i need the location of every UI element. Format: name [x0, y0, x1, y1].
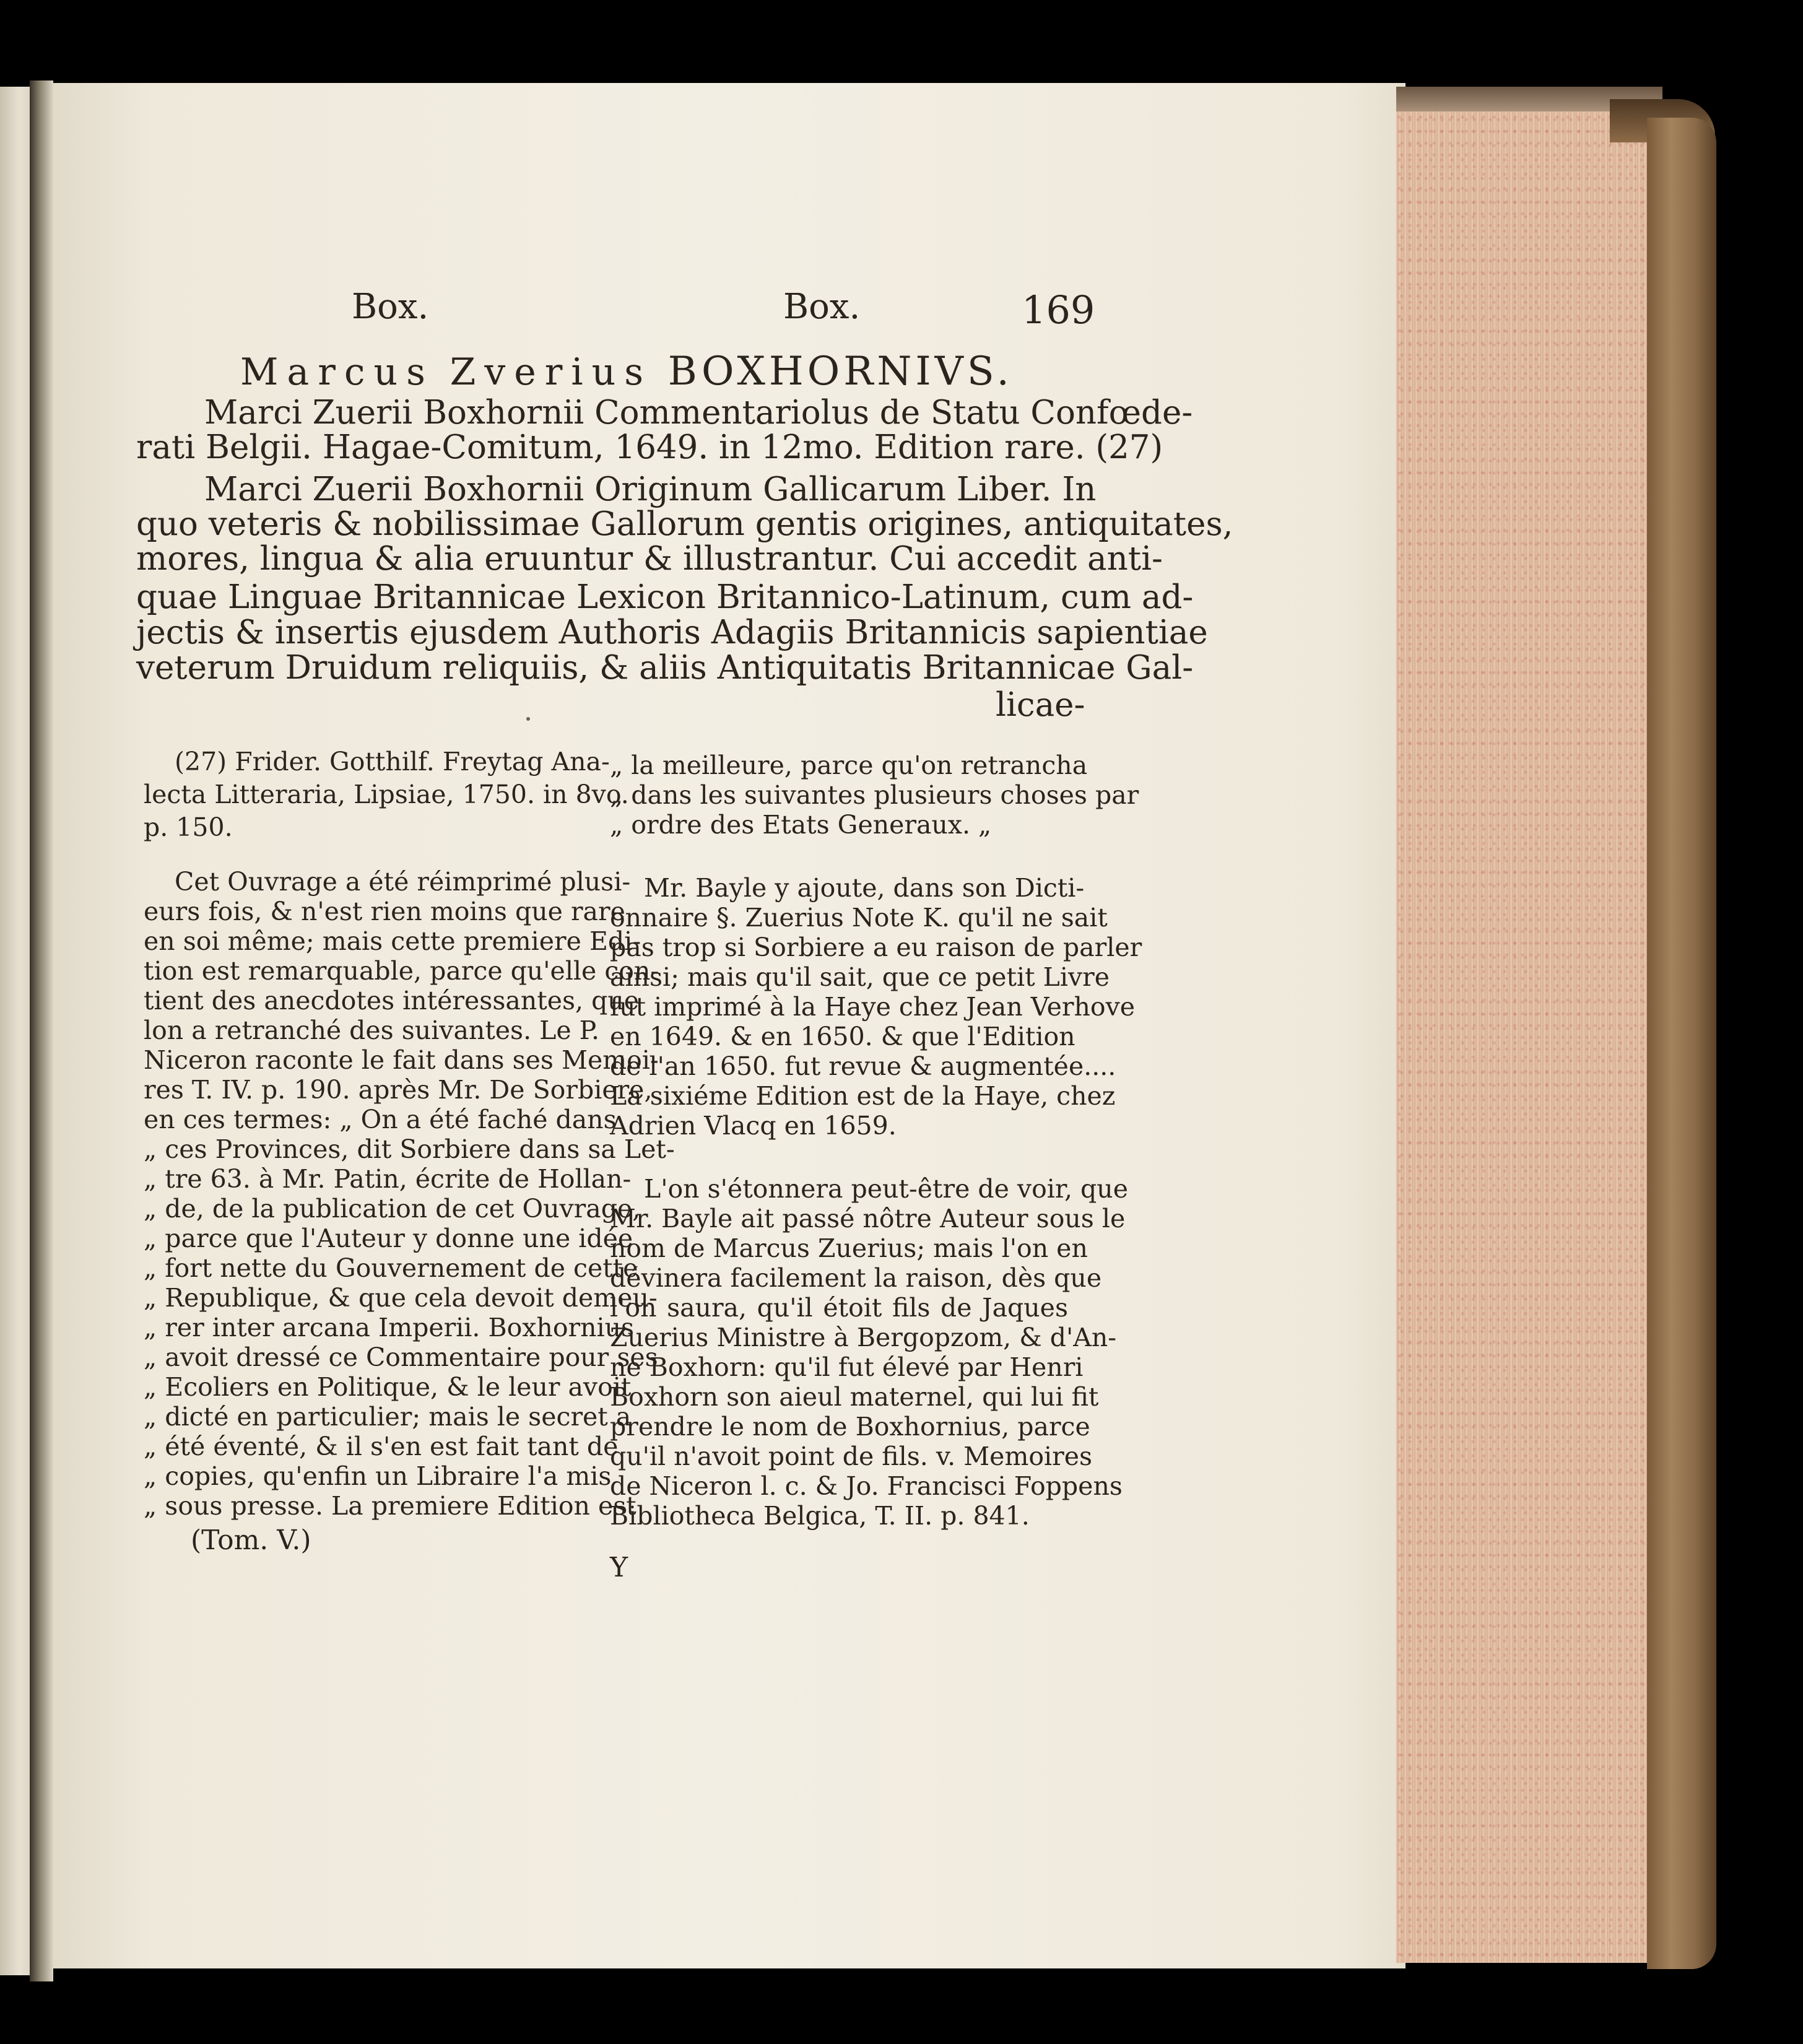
footnote-line: (27) Frider. Gotthilf. Freytag Ana- — [175, 747, 610, 776]
quote-line: „ avoit dressé ce Commentaire pour ses — [144, 1345, 577, 1370]
body-line: quo veteris & nobilissimae Gallorum gentis origines, antiquitates, — [136, 505, 1233, 543]
paragraph-line: Boxhorn son aieul maternel, qui lui fit — [610, 1382, 1099, 1412]
quote-line: „ parce que l'Auteur y donne une idée — [144, 1226, 577, 1251]
body-line: veterum Druidum reliquiis, & aliis Antiquitatis Britannicae Gal- — [136, 649, 1194, 687]
paragraph-line: La sixiéme Edition est de la Haye, chez — [610, 1081, 1116, 1111]
quote-line: „ la meilleure, parce qu'on retrancha — [610, 753, 1068, 778]
paragraph-line: qu'il n'avoit point de fils. v. Memoires — [610, 1442, 1093, 1471]
body-line: Marci Zuerii Boxhornii Commentariolus de Statu Confœde- — [204, 394, 1193, 432]
running-head-center: Box. — [783, 287, 861, 327]
page-fore-edge — [1396, 111, 1662, 1963]
quote-line: „ de, de la publication de cet Ouvrage, — [144, 1196, 577, 1222]
quote-line: „ été éventé, & il s'en est fait tant de — [144, 1434, 577, 1459]
paragraph-line: tient des anecdotes intéressantes, que — [144, 986, 639, 1015]
quote-line: „ copies, qu'enfin un Libraire l'a mis — [144, 1464, 577, 1489]
quote-line: „ tre 63. à Mr. Patin, écrite de Hollan- — [144, 1167, 577, 1192]
paragraph-line: onnaire §. Zuerius Note K. qu'il ne sait — [610, 903, 1108, 933]
signature-mark-left: (Tom. V.) — [191, 1524, 311, 1556]
paragraph-line: Adrien Vlacq en 1659. — [610, 1111, 897, 1141]
signature-mark-right: Y — [610, 1552, 628, 1583]
body-line: licae- — [996, 686, 1085, 724]
paragraph-line: Mr. Bayle y ajoute, dans son Dicti- — [644, 873, 1085, 903]
paragraph-line: nom de Marcus Zuerius; mais l'on en — [610, 1233, 1088, 1263]
page-number: 169 — [1022, 287, 1095, 333]
paragraph-line: Mr. Bayle ait passé nôtre Auteur sous le — [610, 1204, 1126, 1233]
paragraph-line: L'on s'étonnera peut-être de voir, que — [644, 1174, 1128, 1204]
quote-line: „ dans les suivantes plusieurs choses par — [610, 783, 1068, 808]
quote-line: „ Ecoliers en Politique, & le leur avoit — [144, 1375, 577, 1400]
paragraph-line: en soi même; mais cette premiere Edi- — [144, 926, 641, 956]
quote-line: „ sous presse. La premiere Edition est — [144, 1494, 577, 1519]
paragraph-line: Zuerius Ministre à Bergopzom, & d'An- — [610, 1323, 1117, 1352]
paragraph-line: ne Boxhorn: qu'il fut élevé par Henri — [610, 1352, 1084, 1382]
footnote-line: p. 150. — [144, 812, 233, 842]
quote-line: „ rer inter arcana Imperii. Boxhornius — [144, 1315, 577, 1341]
title-marcus: Marcus — [240, 350, 434, 394]
quote-line: „ ordre des Etats Generaux. „ — [610, 812, 1068, 838]
paragraph-line: ainsi; mais qu'il sait, que ce petit Livre — [610, 962, 1110, 992]
quote-line: „ dicté en particulier; mais le secret a — [144, 1404, 577, 1430]
body-line: jectis & insertis ejusdem Authoris Adagiis Britannicis sapientiae — [136, 614, 1208, 651]
body-line: Marci Zuerii Boxhornii Originum Gallicarum Liber. In — [204, 471, 1097, 508]
paragraph-line: eurs fois, & n'est rien moins que rare — [144, 897, 625, 926]
paragraph-line: Bibliotheca Belgica, T. II. p. 841. — [610, 1501, 1030, 1531]
quote-line: „ fort nette du Gouvernement de cette — [144, 1256, 577, 1281]
paragraph-line: en 1649. & en 1650. & que l'Edition — [610, 1022, 1075, 1051]
body-line: quae Linguae Britannicae Lexicon Britannico-Latinum, cum ad- — [136, 578, 1194, 616]
running-head-left: Box. — [352, 287, 429, 327]
paragraph-line: lon a retranché des suivantes. Le P. — [144, 1015, 599, 1045]
ink-dot — [526, 717, 530, 721]
paragraph-line: pas trop si Sorbiere a eu raison de parler — [610, 933, 1142, 962]
footnote-line: lecta Litteraria, Lipsiae, 1750. in 8vo. — [144, 780, 629, 809]
paragraph-line: de Niceron l. c. & Jo. Francisci Foppens — [610, 1471, 1123, 1501]
quote-line: „ ces Provinces, dit Sorbiere dans sa Let- — [144, 1137, 577, 1162]
paragraph-line: de l'an 1650. fut revue & augmentée.... — [610, 1051, 1116, 1081]
title-zverius: Zverius — [450, 350, 653, 394]
leather-cover — [1647, 118, 1716, 1969]
quote-line: „ Republique, & que cela devoit demeu- — [144, 1285, 577, 1311]
paragraph-line: res T. IV. p. 190. après Mr. De Sorbiere, — [144, 1075, 653, 1105]
body-line: mores, lingua & alia eruuntur & illustrantur. Cui accedit anti- — [136, 540, 1163, 578]
paragraph-line: Cet Ouvrage a été réimprimé plusi- — [175, 867, 631, 897]
body-line: rati Belgii. Hagae-Comitum, 1649. in 12mo. Edition rare. (27) — [136, 428, 1163, 466]
paragraph-line: l'on saura, qu'il étoit fils de Jaques — [610, 1293, 1068, 1323]
paragraph-line: en ces termes: „ On a été faché dans — [144, 1105, 617, 1134]
paragraph-line: prendre le nom de Boxhornius, parce — [610, 1412, 1090, 1442]
paragraph-line: fut imprimé à la Haye chez Jean Verhove — [610, 992, 1136, 1022]
entry-title — [240, 349, 1013, 394]
paragraph-line: dévinera facilement la raison, dès que — [610, 1263, 1102, 1293]
paragraph-line: Niceron raconte le fait dans ses Memoi- — [144, 1045, 659, 1075]
book-gutter — [30, 80, 53, 1981]
paragraph-line: tion est remarquable, parce qu'elle con- — [144, 956, 659, 986]
title-boxhornius: BOXHORNIVS. — [667, 349, 1013, 394]
